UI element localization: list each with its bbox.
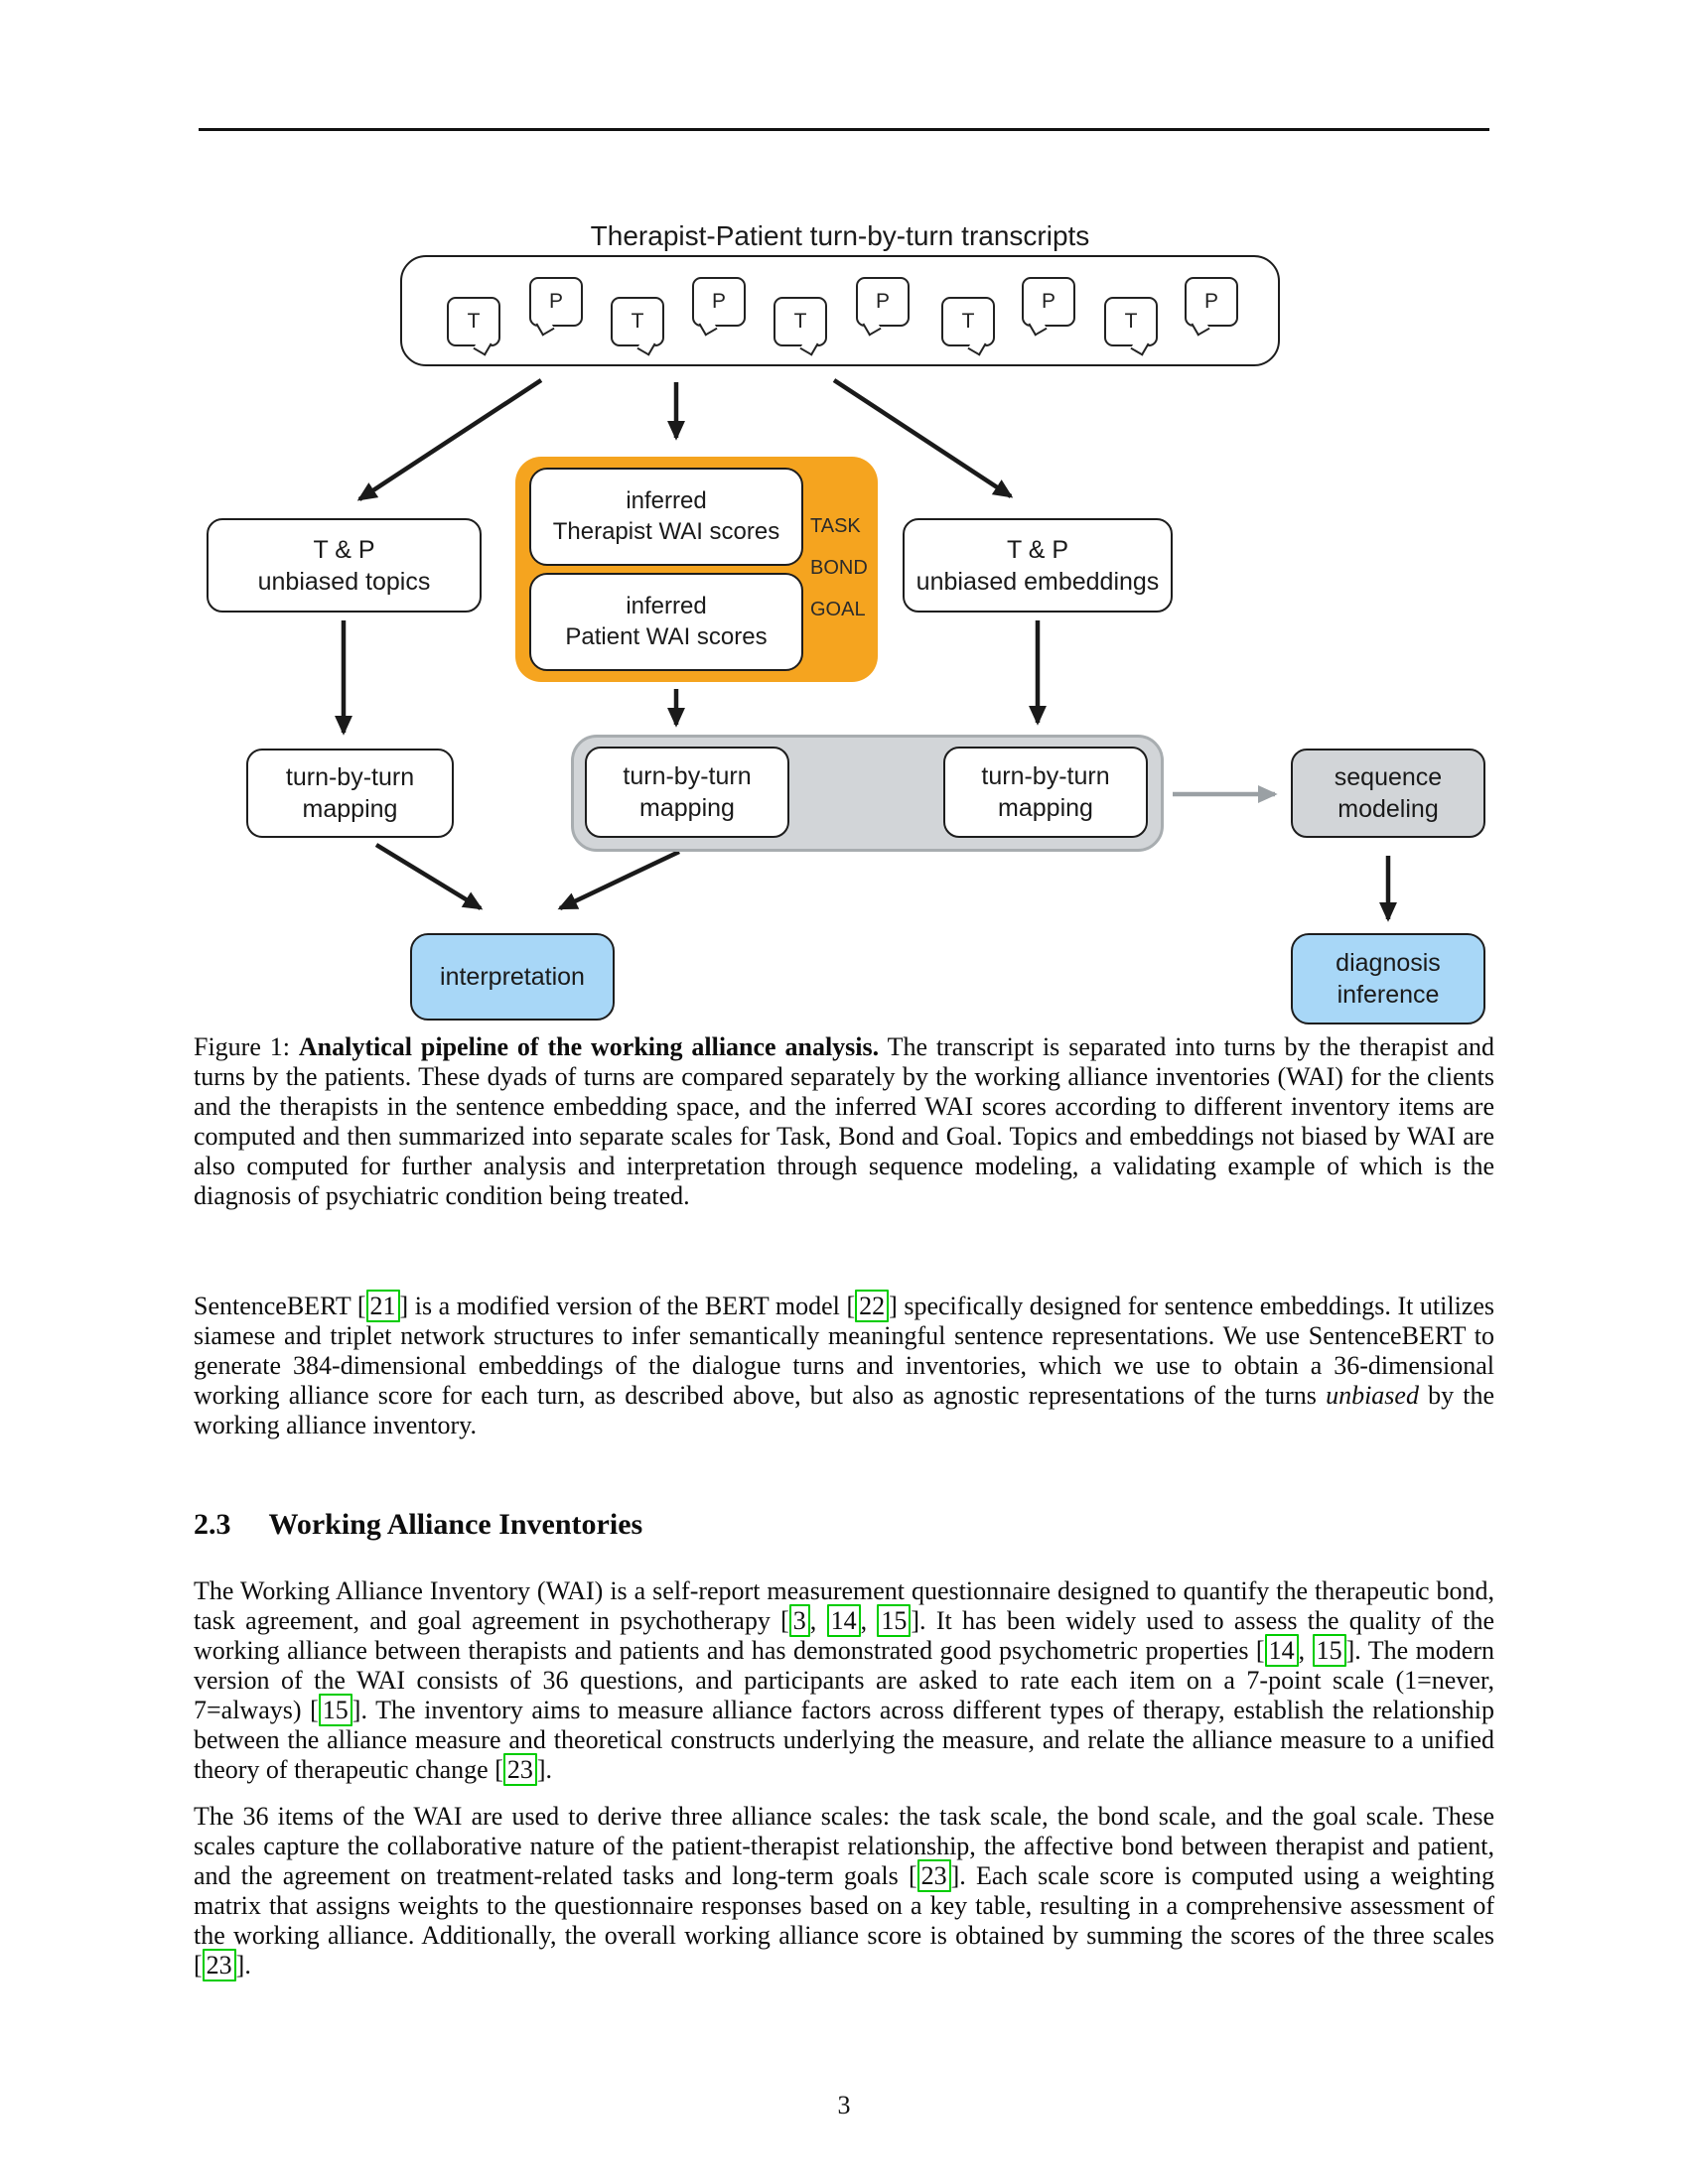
sequence-modeling-line1: sequence [1334,763,1443,791]
speech-bubble-therapist: T [611,297,664,346]
therapist-wai-box [529,468,803,566]
caption-text: The transcript is separated into turns by the therapist and turns by the patients. These dyads of turns are compared separately by the working alliance inventories (WAI) for the clients and the therapists in the sentence embedding space, and the inferred WAI scores according to different inventory items are computed and then summarized into separate scales for Task, Bond and Goal. Topics and embeddings not biased by WAI are also computed for further analysis and interpretation through sequence modeling, a validating example of which is the diagnosis of psychiatric condition being treated. [194,1032,1494,1210]
diagnosis-line1: diagnosis [1336,949,1441,977]
interpretation-label: interpretation [440,963,585,991]
page-number: 3 [837,2091,851,2119]
bond-scale-label: BOND [810,557,868,579]
paragraph-wai-scales: The 36 items of the WAI are used to derive three alliance scales: the task scale, the bond scale, and the goal scale. These scales capture the collaborative nature of the patient-therapist relationship, the affective bond between therapist and patient, and the agreement on treatment-related tasks and long-term goals [ 23 ]. Each scale score is computed using a weighting matrix that assigns weights to the questionnaire responses based on a key table, resulting in a comprehensive assessment of the working alliance. Additionally, the overall working alliance score is obtained by summing the scores of the three scales [ 23 ]. [194,1802,1495,1979]
transcripts-container [400,255,1280,366]
speech-bubble-therapist: T [941,297,995,346]
paragraph-wai-intro: The Working Alliance Inventory (WAI) is a self-report measurement questionnaire designed to quantify the therapeutic bond, task agreement, and goal agreement in psychotherapy [ 3 , 14 , 15 ]. It has been widely used to assess the quality of the working alliance between therapists and patients and has demonstrated good psychometric properties [ 14 , 15 ]. The modern version of the WAI consists of 36 questions, and participants are asked to rate each item on a 7-point scale (1=never, 7=always) [ 15 ]. The inventory aims to measure alliance factors across different types of therapy, establish the relationship between the alliance measure and theoretical constructs underlying the measure, and relate the alliance measure to a unified theory of therapeutic change [ 23 ]. [194,1576,1495,1784]
mapping-box-embeddings [943,747,1148,838]
interpretation-box [410,933,615,1021]
mapping-right-line1: turn-by-turn [981,762,1110,790]
unbiased-topics-line2: unbiased topics [257,567,431,596]
diagnosis-inference-box [1291,933,1485,1024]
mapping-box-wai [585,747,789,838]
sequence-modeling-line2: modeling [1337,795,1439,823]
speech-bubble-patient: P [529,277,583,327]
task-scale-label: TASK [810,515,861,537]
sequence-modeling-box [1291,749,1485,838]
mapping-right-line2: mapping [998,794,1093,822]
patient-wai-box [529,573,803,671]
section-title: Working Alliance Inventories [268,1508,643,1541]
unbiased-embeddings-line2: unbiased embeddings [915,567,1160,596]
caption-title: Analytical pipeline of the working alliance analysis. [298,1032,880,1061]
diagnosis-line2: inference [1336,981,1440,1009]
mapping-left-line2: mapping [302,795,398,823]
mapping-box-topics [246,749,454,838]
section-heading [194,1508,1494,1542]
figure-caption [194,1032,1494,1211]
header-rule [199,128,1489,131]
therapist-wai-line1: inferred [626,486,707,514]
mapping-center-line2: mapping [639,794,735,822]
paragraph-sentencebert: SentenceBERT [ 21 ] is a modified version of the BERT model [ 22 ] specifically designed for sentence embeddings. It utilizes siamese and triplet network structures to infer semantically meaningful sentence representations. We use SentenceBERT to generate 384-dimensional embeddings of the dialogue turns and inventories, which we use to obtain a 36-dimensional working alliance score for each turn, as described above, but also as agnostic representations of the turns unbiased by the working alliance inventory. [194,1292,1495,1439]
speech-bubble-therapist: T [774,297,827,346]
patient-wai-line2: Patient WAI scores [565,622,768,650]
therapist-wai-line2: Therapist WAI scores [552,517,780,545]
patient-wai-line1: inferred [626,592,707,619]
unbiased-topics-line1: T & P [313,535,375,564]
figure-diagram-title: Therapist-Patient turn-by-turn transcripts [590,220,1090,251]
speech-bubble-therapist: T [447,297,500,346]
speech-bubble-patient: P [692,277,746,327]
speech-bubble-patient: P [1185,277,1238,327]
unbiased-topics-box [207,518,482,613]
unbiased-embeddings-line1: T & P [1006,535,1069,564]
caption-lead: Figure 1: [194,1032,299,1061]
speech-bubble-patient: P [856,277,910,327]
mapping-left-line1: turn-by-turn [285,763,415,791]
section-number: 2.3 [194,1508,231,1541]
speech-bubble-patient: P [1022,277,1075,327]
goal-scale-label: GOAL [810,599,866,620]
mapping-center-line1: turn-by-turn [623,762,752,790]
speech-bubble-therapist: T [1104,297,1158,346]
unbiased-embeddings-box [903,518,1173,613]
